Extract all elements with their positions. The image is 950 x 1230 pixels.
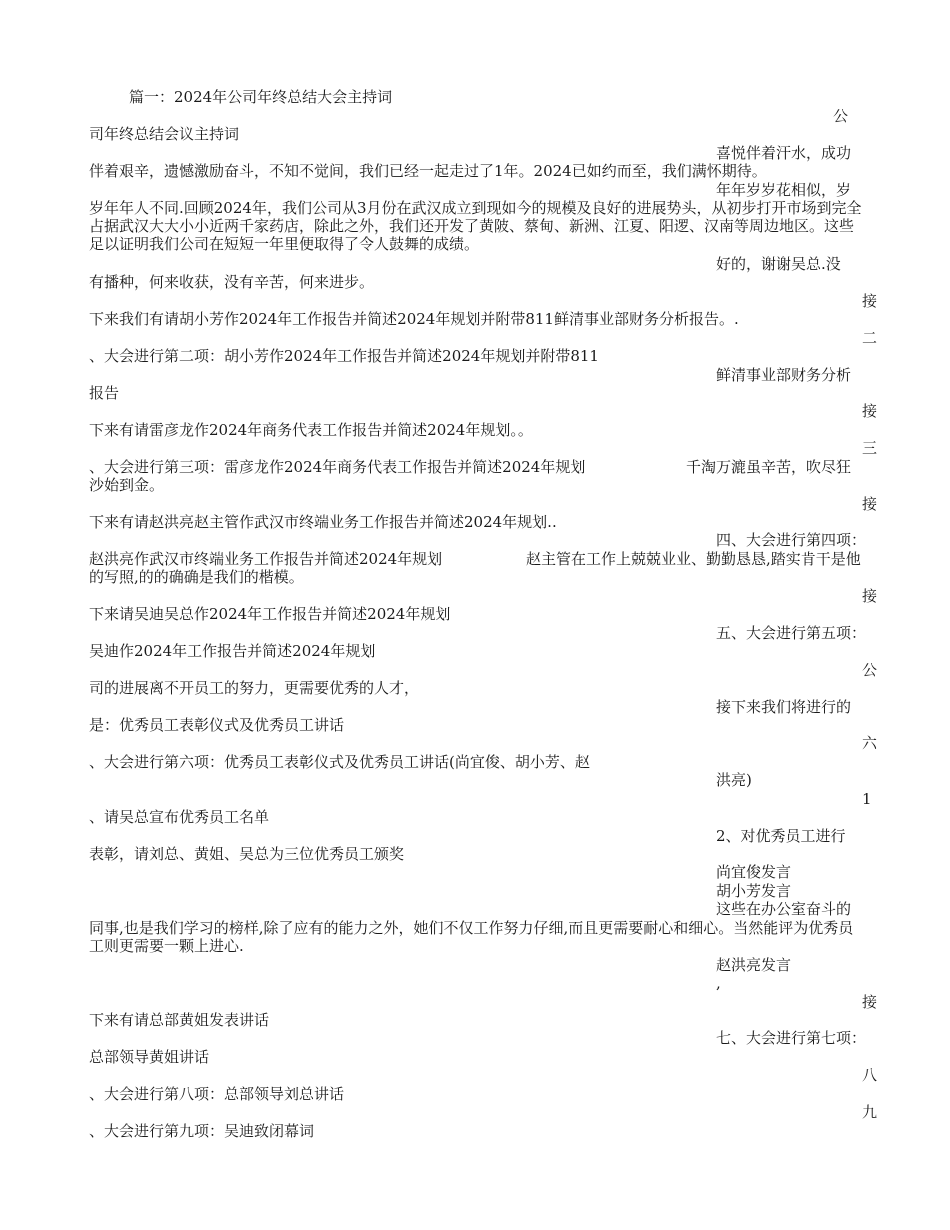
text-line: 是：优秀员工表彰仪式及优秀员工讲话 xyxy=(89,716,345,734)
text-line: 接 xyxy=(862,402,878,420)
text-line: 、请吴总宣布优秀员工名单 xyxy=(89,808,270,826)
text-line: 司的进展离不开员工的努力，更需要优秀的人才， xyxy=(89,679,420,697)
text-paragraph: 同事,也是我们学习的榜样,除了应有的能力之外，她们不仅工作努力仔细,而且更需要耐心和细心。当然能评为优秀员工则更需要一颗上进心. xyxy=(89,919,854,955)
text-paragraph: 千淘万漉虽辛苦，吹尽狂沙始到金。 xyxy=(89,458,852,494)
text-line: 接 xyxy=(862,292,878,310)
text-line: 、大会进行第二项：胡小芳作2024年工作报告并简述2024年规划并附带811 xyxy=(89,347,599,365)
text-line: 公 xyxy=(862,661,878,679)
text-line: 总部领导黄姐讲话 xyxy=(89,1048,210,1066)
text-line: 、大会进行第八项：总部领导刘总讲话 xyxy=(89,1085,345,1103)
text-line: 胡小芳发言 xyxy=(716,882,792,900)
text-line: 五、大会进行第五项： xyxy=(716,624,867,642)
text-line: 年年岁岁花相似，岁 xyxy=(716,181,852,199)
text-line: 六 xyxy=(862,734,878,752)
text-line: 报告 xyxy=(89,384,120,402)
text-line: 赵洪亮作武汉市终端业务工作报告并简述2024年规划 xyxy=(89,550,443,568)
text-line: 喜悦伴着汗水，成功 xyxy=(716,144,852,162)
text-line: 这些在办公室奋斗的 xyxy=(716,900,852,918)
text-line: 1 xyxy=(862,790,872,808)
text-line: 接 xyxy=(862,993,878,1011)
text-line: 好的，谢谢吴总.没 xyxy=(716,255,841,273)
text-line: 、大会进行第六项：优秀员工表彰仪式及优秀员工讲话(尚宜俊、胡小芳、赵 xyxy=(89,753,590,771)
text-paragraph: 赵主管在工作上兢兢业业、勤勤恳恳,踏实肯干是他的写照,的的确确是我们的楷模。 xyxy=(89,550,861,586)
text-line: 下来有请雷彦龙作2024年商务代表工作报告并简述2024年规划。。 xyxy=(89,421,533,439)
text-line: 下来请吴迪吴总作2024年工作报告并简述2024年规划 xyxy=(89,605,451,623)
text-line: 尚宜俊发言 xyxy=(716,863,792,881)
text-line: 司年终总结会议主持词 xyxy=(89,125,240,143)
text-line: 吴迪作2024年工作报告并简述2024年规划 xyxy=(89,642,376,660)
text-line: 接下来我们将进行的 xyxy=(716,698,852,716)
text-paragraph: 岁年年人不同.回顾2024年，我们公司从3月份在武汉成立到现如今的规模及良好的进展势头，从初步打开市场到完全占据武汉大大小小近两千家药店，除此之外，我们还开发了黄陂、蔡甸、新洲、江夏、阳逻、汉南等周边地区。这些足以证明我们公司在短短一年里便取得了令人鼓舞的成绩。 xyxy=(89,199,862,253)
text-line: 七、大会进行第七项： xyxy=(716,1029,867,1047)
text-line: 接 xyxy=(862,495,878,513)
text-line: 、大会进行第九项：吴迪致闭幕词 xyxy=(89,1122,315,1140)
text-line: 表彰，请刘总、黄姐、吴总为三位优秀员工颁奖 xyxy=(89,845,405,863)
text-line: 九 xyxy=(862,1103,878,1121)
text-line: 下来有请总部黄姐发表讲话 xyxy=(89,1011,270,1029)
text-line: 赵洪亮发言 xyxy=(716,956,792,974)
text-line: 2、对优秀员工进行 xyxy=(716,827,846,845)
text-line: 接 xyxy=(862,587,878,605)
text-line: 有播种，何来收获，没有辛苦，何来进步。 xyxy=(89,273,375,291)
text-line: 伴着艰辛，遗憾激励奋斗，不知不觉间，我们已经一起走过了1年。2024已如约而至，我们满怀期待。 xyxy=(89,162,767,180)
text-line: 下来我们有请胡小芳作2024年工作报告并简述2024年规划并附带811鲜清事业部财务分析报告。. xyxy=(89,310,739,328)
text-line: 二 xyxy=(862,329,878,347)
text-line: 公 xyxy=(833,107,849,125)
text-line: , xyxy=(716,974,721,992)
text-line: 鲜清事业部财务分析 xyxy=(716,366,852,384)
document-title: 篇一：2024年公司年终总结大会主持词 xyxy=(129,88,393,106)
text-line: 四、大会进行第四项： xyxy=(716,531,867,549)
text-line: 三 xyxy=(862,439,878,457)
text-line: 八 xyxy=(862,1066,878,1084)
text-line: 下来有请赵洪亮赵主管作武汉市终端业务工作报告并简述2024年规划.. xyxy=(89,513,557,531)
text-line: 洪亮) xyxy=(716,771,752,789)
text-line: 、大会进行第三项：雷彦龙作2024年商务代表工作报告并简述2024年规划 xyxy=(89,458,586,476)
